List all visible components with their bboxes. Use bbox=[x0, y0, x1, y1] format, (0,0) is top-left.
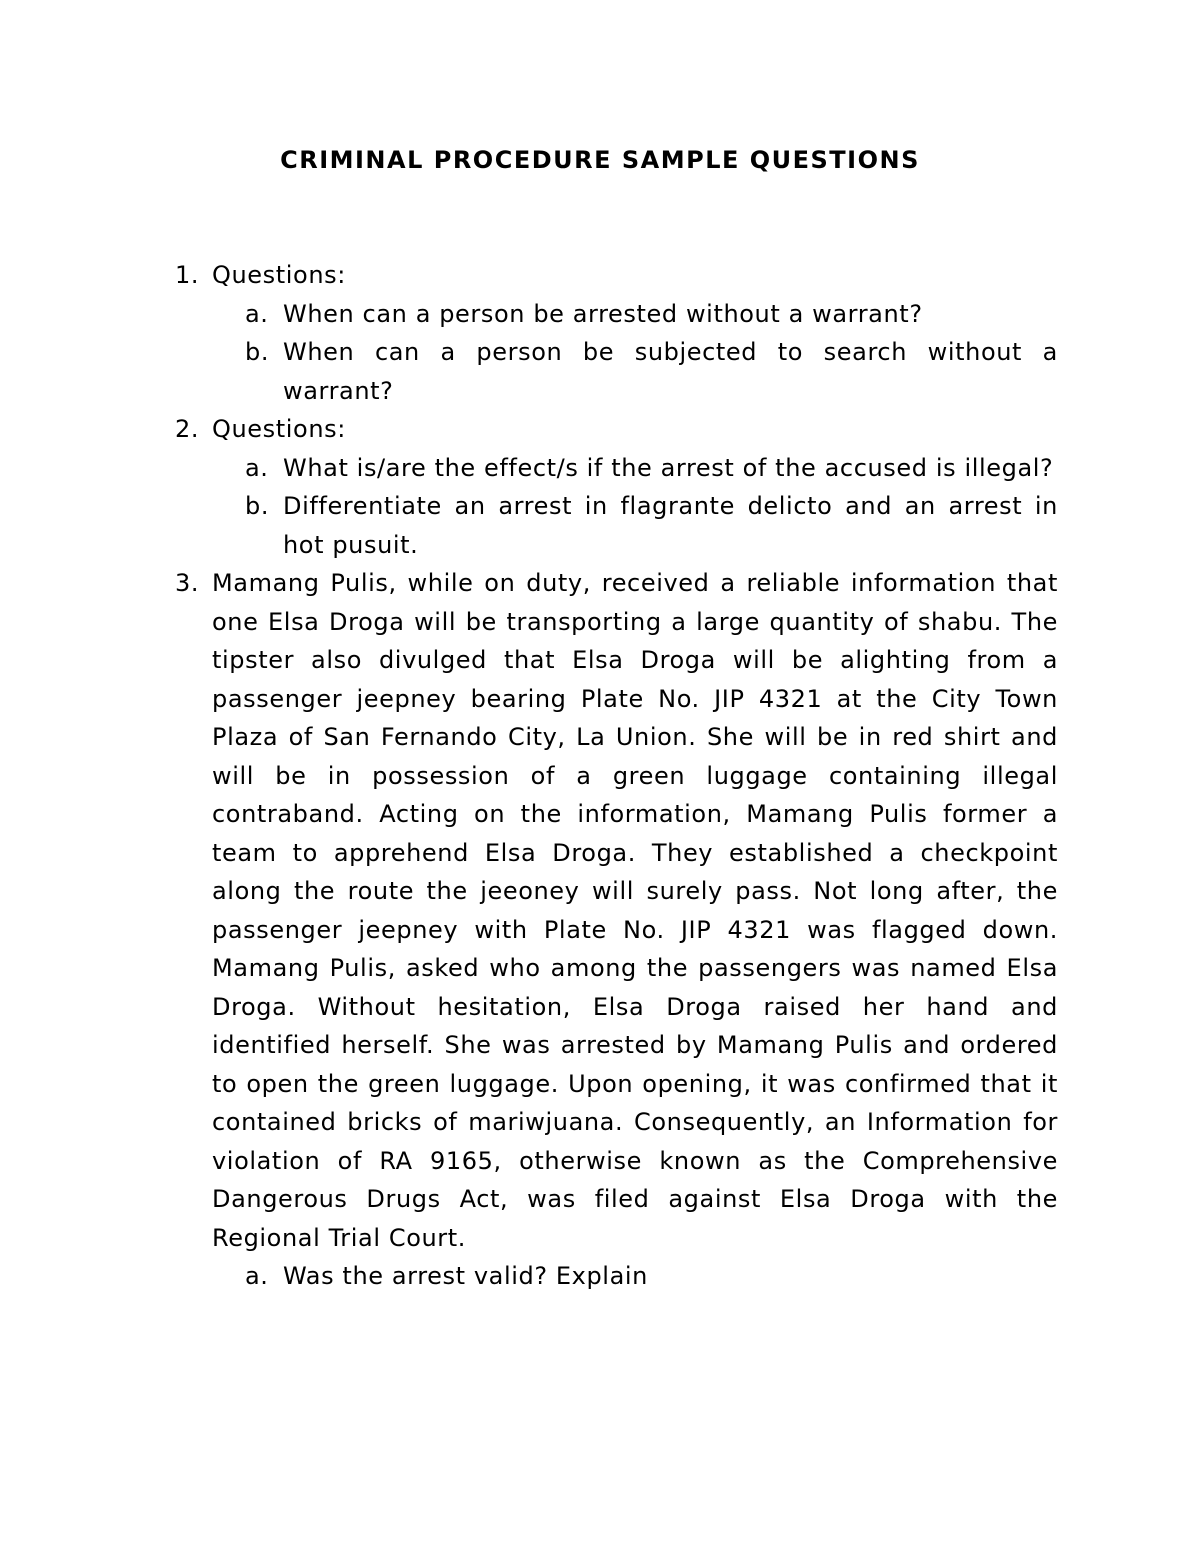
question-list bbox=[0, 256, 1200, 1296]
item-number: 2. bbox=[175, 415, 200, 443]
document-title: CRIMINAL PROCEDURE SAMPLE QUESTIONS bbox=[280, 146, 920, 174]
sub-item-text: Was the arrest valid? Explain bbox=[283, 1262, 648, 1290]
sub-item-letter: a. bbox=[245, 453, 269, 482]
sub-item bbox=[0, 449, 1058, 488]
sub-item-text: Differentiate an arrest in flagrante delicto and an arrest in hot pusuit. bbox=[283, 492, 1058, 559]
item-text: Questions: bbox=[212, 415, 346, 443]
list-item bbox=[0, 410, 1058, 449]
sub-item-letter: a. bbox=[245, 299, 269, 328]
sub-item bbox=[0, 295, 1058, 334]
list-item bbox=[0, 256, 1058, 295]
item-number: 1. bbox=[175, 261, 200, 289]
sub-item-text: When can a person be subjected to search without a warrant? bbox=[283, 338, 1058, 405]
item-number: 3. bbox=[175, 569, 200, 597]
sub-item bbox=[0, 1257, 1058, 1296]
sub-item-text: What is/are the effect/s if the arrest of the accused is illegal? bbox=[283, 453, 1054, 482]
case-facts-paragraph: Mamang Pulis, while on duty, received a reliable information that one Elsa Droga will be transporting a large quantity of shabu. The tipster also divulged that Elsa Droga will be alighting from a passenger jeepney bearing Plate No. JIP 4321 at the City Town Plaza of San Fernando City, La Union. She will be in red shirt and will be in possession of a green luggage containing illegal contraband. Acting on the information, Mamang Pulis former a team to apprehend Elsa Droga. They established a checkpoint along the route the jeeoney will surely pass. Not long after, the passenger jeepney with Plate No. JIP 4321 was flagged down. Mamang Pulis, asked who among the passengers was named Elsa Droga. Without hesitation, Elsa Droga raised her hand and identified herself. She was arrested by Mamang Pulis and ordered to open the green luggage. Upon opening, it was confirmed that it contained bricks of mariwjuana. Consequently, an Information for violation of RA 9165, otherwise known as the Comprehensive Dangerous Drugs Act, was filed against Elsa Droga with the Regional Trial Court. bbox=[212, 569, 1058, 1252]
sub-item-letter: b. bbox=[245, 338, 270, 366]
sub-item-letter: a. bbox=[245, 1262, 269, 1290]
sub-item-letter: b. bbox=[245, 492, 270, 520]
sub-item-text: When can a person be arrested without a warrant? bbox=[283, 299, 923, 328]
list-item bbox=[0, 564, 1058, 1257]
sub-item bbox=[0, 487, 1058, 564]
item-text: Questions: bbox=[212, 261, 346, 289]
sub-item bbox=[0, 333, 1058, 410]
